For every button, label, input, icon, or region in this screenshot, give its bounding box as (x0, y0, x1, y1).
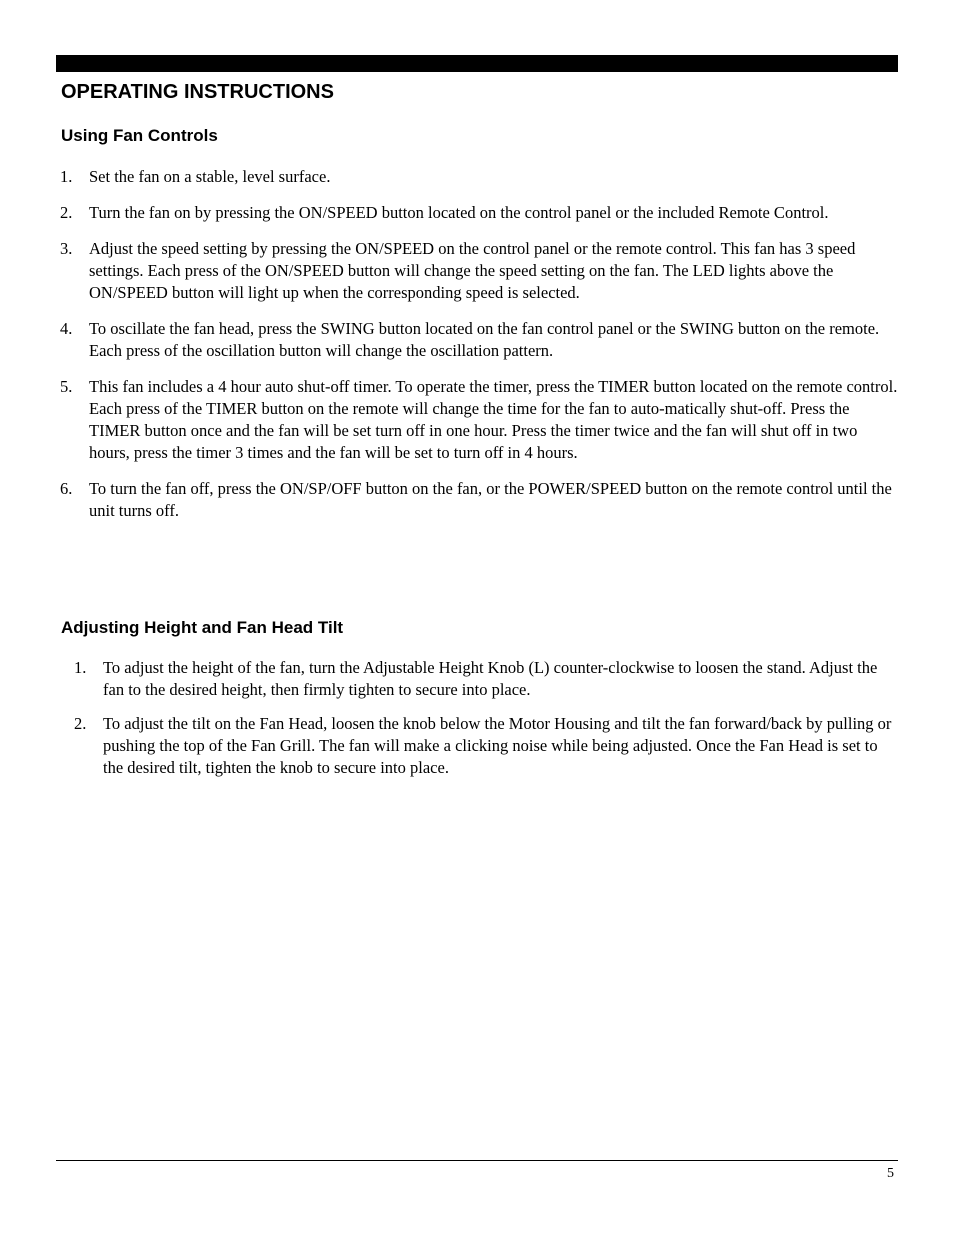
list-item (60, 238, 899, 304)
list-item (60, 376, 899, 464)
step-text: Turn the fan on by pressing the ON/SPEED button located on the control panel or the included Remote Control. (89, 203, 829, 222)
step-number: 1. (74, 658, 87, 677)
step-text: To adjust the height of the fan, turn the Adjustable Height Knob (L) counter-clockwise to loosen the stand. Adjust the fan to the desired height, then firmly tighten to secure into place. (103, 658, 878, 699)
list-item (60, 318, 899, 362)
step-number: 3. (60, 239, 73, 258)
list-item (60, 202, 899, 224)
footer-rule (56, 1160, 898, 1161)
fan-controls-steps (60, 166, 899, 522)
section-title: OPERATING INSTRUCTIONS (61, 81, 334, 103)
step-text: Set the fan on a stable, level surface. (89, 167, 331, 186)
step-number: 4. (60, 319, 73, 338)
list-item (74, 713, 893, 779)
step-number: 5. (60, 377, 73, 396)
page-number: 5 (887, 1166, 894, 1181)
list-item (60, 478, 899, 522)
list-item (60, 166, 899, 188)
height-tilt-title: Adjusting Height and Fan Head Tilt (61, 618, 344, 637)
step-text: To oscillate the fan head, press the SWING button located on the fan control panel or the SWING button on the remote. Each press of the oscillation button will change the oscillation pattern. (89, 319, 880, 360)
step-number: 2. (60, 203, 73, 222)
step-number: 6. (60, 479, 73, 498)
step-number: 1. (60, 167, 73, 186)
step-text: Adjust the speed setting by pressing the ON/SPEED on the control panel or the remote control. This fan has 3 speed settings. Each press of the ON/SPEED button will change the speed setting on the fan. The LED lights above the ON/SPEED button will light up when the corresponding speed is selected. (89, 239, 856, 302)
fan-controls-title: Using Fan Controls (61, 126, 218, 145)
step-text: This fan includes a 4 hour auto shut-off timer. To operate the timer, press the TIMER button located on the remote control. Each press of the TIMER button on the remote will change the time for the fan to auto-matically shut-off. Press the TIMER button once and the fan will be set turn off in one hour. Press the timer twice and the fan will shut off in two hours, press the timer 3 times and the fan will be set to turn off in 4 hours. (89, 377, 898, 462)
height-tilt-steps (74, 657, 893, 779)
step-number: 2. (74, 714, 87, 733)
step-text: To adjust the tilt on the Fan Head, loosen the knob below the Motor Housing and tilt the fan forward/back by pulling or pushing the top of the Fan Grill. The fan will make a clicking noise while being adjusted. Once the Fan Head is set to the desired tilt, tighten the knob to secure into place. (103, 714, 892, 777)
header-bar (56, 55, 898, 72)
list-item (74, 657, 893, 701)
step-text: To turn the fan off, press the ON/SP/OFF button on the fan, or the POWER/SPEED button on the remote control until the unit turns off. (89, 479, 892, 520)
